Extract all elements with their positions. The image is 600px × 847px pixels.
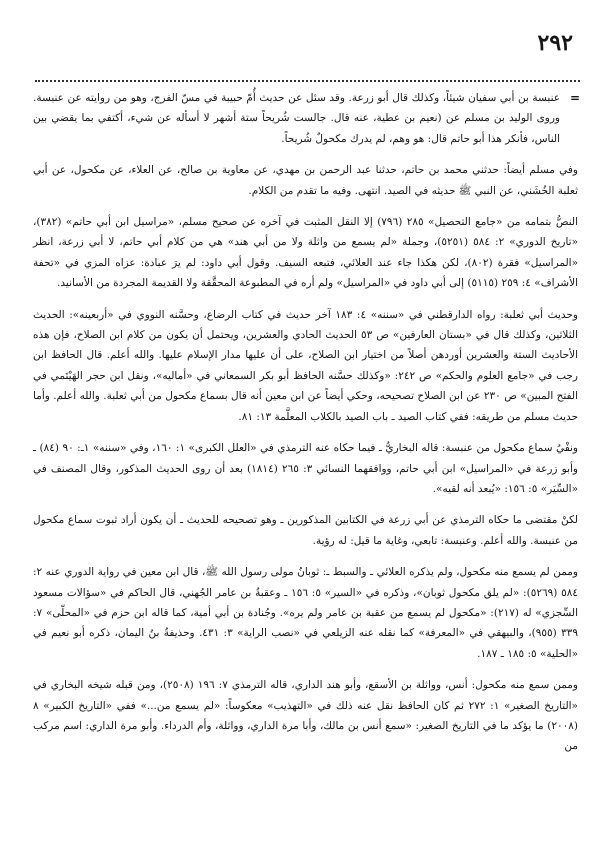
footnote-text [33, 88, 578, 768]
continuation-mark: = [569, 91, 580, 105]
paragraph-text: عنبسة بن أبي سفيان شيئاً، وكذلك قال أبو زرعة. وقد سئل عن حديث أُمّ حبيبة في مسّ الفرج، وهو من روايته عن عنبسة. وروى الوليد بن مسلم عن (نعيم بن عطية، عنه قال. جالست شُريحاً ستة أشهر لا أسأله عن شيء، أكتفي بما يقضي بين الناس، فأنكر هذا أبو حاتم قال: هو وهم، لم يدرك مكحولٌ شُريحاً. [33, 92, 560, 145]
paragraph-not-heard: وممن لم يسمع منه مكحول، ولم يذكره العلائي ـ والسبط ـ: ثوبانُ مولى رسول الله ﷺ، قال ابن معين في رواية الدوري عنه ٢: ٥٨٤ (٥٢٦٩): «لم يلق مكحول ثوبان»، وذكره في «السير» ٥: ١٥٦ ـ وعقبةُ بن عامر الجُهني، قال الحاكم في «سؤالات مسعود السِّجزي» له (٢١٧): «مكحول لم يسمع من عقبة بن عامر ولم يره». وجُنادة بن أبي أمية، كما قاله ابن حزم في «المحلّى» ٧: ٣٣٩ (٩٥٥)، والبيهقي في «المعرفة» كما نقله عنه الزيلعي في «نصب الراية» ٣: ٤٣١. وحذيفةُ بنُ اليمان، ذكره أبو نعيم في «الحلية» ٥: ١٨٥ ـ ١٨٧. [33, 566, 579, 660]
paragraph-muslim: وفي مسلم أيضاً: حدثني محمد بن حاتم، حدثنا عبد الرحمن بن مهدي، عن معاوية بن صالح، عن العلاء، عن مكحول، عن أبي ثعلبة الخُشَني، عن النبي ﷺ حديثه في الصيد. انتهى. وفيه ما تقدم من الكلام. [33, 164, 578, 197]
paragraph-abu-thalaba: وحديث أبي ثعلبة: رواه الدارقطني في «سننه» ٤: ١٨٣ آخر حديث في كتاب الرضاع، وحسَّنه النووي في «أربعينه»: الحديث الثلاثين، وكذلك قال في «بستان العارفين» ص ٥٣ الحديث الحادي والعشرين، ويحتمل أن يكون من كلام ابن الصلاح، فإن هذه الأحاديث الستة والعشرين أوردهن أصلاً من اختيار ابن الصلاح، على أن عليها مدار الإسلام عليها. والله أعلم. قال الحافظ ابن رجب في «جامع العلوم والحكم» ص ٢٤٢: «وكذلك حسَّنه الحافظ أبو بكر السمعاني في «أماليه»، ونقل ابن حجر الهَيْتَمي في الفتح المبين» ص ٢٣٠ عن ابن الصلاح تصحيحه، وحكي أيضاً عن ابن معين أنه قال بسماع مكحول من أبي ثعلبة. والله أعلم. وأما حديث مسلم من طريقه: ففي كتاب الصيد ـ باب الصيد بالكلاب المعلَّمة ١٣: ٨١. [33, 308, 578, 423]
paragraph-continuation [33, 88, 578, 149]
page-number: ٢٩٢ [537, 30, 573, 56]
paragraph-tirmidhi: لكنْ مقتضى ما حكاه الترمذي عن أبي زرعة في الكتابين المذكورين ـ وهو تصحيحه للحديث ـ أن يكون أراد ثبوت سماع مكحول من عنبسة. والله أعلم. وعنبسة: تابعي، وغاية ما قيل: له رؤية. [33, 514, 578, 547]
paragraph-anbasa: ونفْيُ سماع مكحول من عنبسة: قاله البخاريُّ ـ فيما حكاه عنه الترمذي في «العلل الكبرى» ١: ١٦٠، وفي «سننه» ١ـ: ٩٠ (٨٤) ـ وأبو زرعة في «المراسيل» ابن أبي حاتم، ووافقهما النسائي ٣: ٢٦٥ (١٨١٤) بعد أن روى الحديث المذكور، وقال المصنف في «السِّيَر» ٥: ١٥٦: «يُبعد أنه لقيه». [33, 442, 579, 495]
paragraph-source-note: النصُّ بتمامه من «جامع التحصيل» ٢٨٥ (٧٩٦) إلا النقل المثبت في آخره عن صحيح مسلم، «مراسيل ابن أبي حاتم» (٣٨٢)، «تاريخ الدوري» ٢: ٥٨٤ (٥٢٥١)، وجملة «لم يسمع من واثلة ولا من أبي هند» هي من كلام أبي حاتم، لا أبي زرعة، انظر «المراسيل» فقرة (٨٠٢)، لكن هكذا جاء عند العلائي، فتبعه السيف. وقول أبي داود: لم يرَ عبادة: عزاه المزي في «تحفة الأشراف» ٤: ٢٥٩ (٥١١٥) إلى أبي داود في «المراسيل» ولم أره في المطبوعة المحقَّقة ولا القديمة المجردة من الأسانيد. [33, 216, 579, 290]
paragraph-heard: وممن سمع منه مكحول: أنس، وواثلة بن الأسقع، وأبو هند الداري، قاله الترمذي ٧: ١٩٦ (٢٥٠٨)، ومن قبله شيخه البخاري في «التاريخ الصغير» ١: ٢٧٢ ثم كان الحافظ نقل عنه ذلك في «التهذيب» معكوساً: «لم يسمع من...» ففي «التاريخ الكبير» ٨ (٢٠٠٨) ما يؤكد ما في التاريخ الصغير: «سمع أنس بن مالك، وأبا مرة الداري، وواثلة، وأم الدرداء. وأبو مرة الداري: اسم مركب من [33, 679, 578, 753]
dotted-separator [35, 80, 580, 82]
